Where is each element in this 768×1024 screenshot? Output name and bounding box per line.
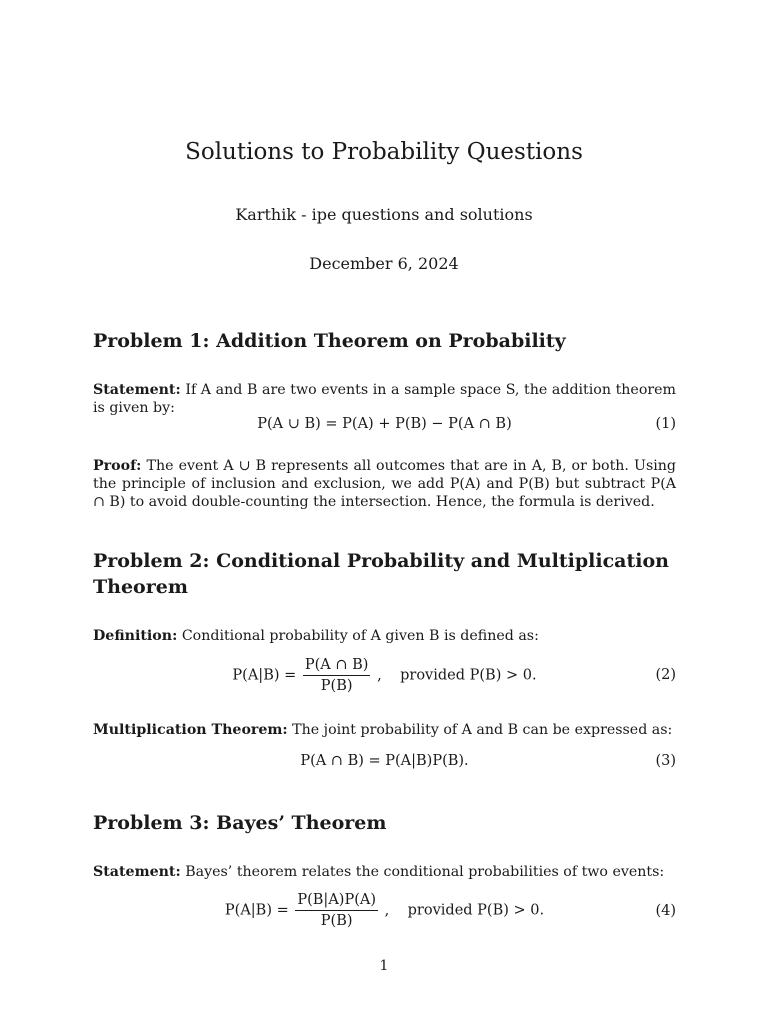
equation-1-body: P(A ∪ B) = P(A) + P(B) − P(A ∩ B) xyxy=(257,416,512,432)
equation-4 xyxy=(93,891,676,933)
proof-paragraph xyxy=(93,457,676,511)
section-heading-problem-2: Problem 2: Conditional Probability and Multiplication Theorem xyxy=(93,550,669,598)
statement-label: Statement: xyxy=(93,382,181,398)
page-number: 1 xyxy=(379,958,389,974)
equation-4-fraction xyxy=(295,891,378,930)
section-heading-problem-1: Problem 1: Addition Theorem on Probability xyxy=(93,330,566,352)
multiplication-text: The joint probability of A and B can be expressed as: xyxy=(292,722,673,738)
equation-1 xyxy=(93,416,676,436)
equation-2 xyxy=(93,656,676,698)
document-title: Solutions to Probability Questions xyxy=(185,139,583,165)
definition-label: Definition: xyxy=(93,628,178,644)
equation-2-lhs: P(A|B) = xyxy=(232,667,297,684)
statement-paragraph-1 xyxy=(93,381,676,417)
equation-4-denominator: P(B) xyxy=(320,913,353,929)
equation-3 xyxy=(93,753,676,773)
equation-1-number: (1) xyxy=(655,416,676,432)
equation-3-body: P(A ∩ B) = P(A|B)P(B). xyxy=(300,753,469,769)
equation-2-rhs: , provided P(B) > 0. xyxy=(377,667,537,684)
document-date: December 6, 2024 xyxy=(309,254,459,273)
multiplication-paragraph xyxy=(93,721,676,739)
equation-2-numerator: P(A ∩ B) xyxy=(303,656,371,676)
equation-2-fraction xyxy=(303,656,371,695)
section-heading-problem-3: Problem 3: Bayes’ Theorem xyxy=(93,812,387,834)
equation-2-denominator: P(B) xyxy=(320,678,353,694)
equation-4-numerator: P(B|A)P(A) xyxy=(295,891,378,911)
statement-text: If A and B are two events in a sample space S, the addition theorem is given by: xyxy=(93,382,676,416)
bayes-statement-paragraph xyxy=(93,863,676,881)
proof-text: The event A ∪ B represents all outcomes that are in A, B, or both. Using the principle of inclusion and exclusion, we add P(A) and P(B) but subtract P(A ∩ B) to avoid double-counting the intersection. Hence, the formula is derived. xyxy=(93,458,677,510)
bayes-statement-text: Bayes’ theorem relates the conditional probabilities of two events: xyxy=(185,864,665,880)
equation-4-number: (4) xyxy=(655,903,676,919)
equation-3-number: (3) xyxy=(655,753,676,769)
equation-4-rhs: , provided P(B) > 0. xyxy=(384,902,545,919)
equation-4-lhs: P(A|B) = xyxy=(224,902,289,919)
multiplication-label: Multiplication Theorem: xyxy=(93,722,288,738)
definition-paragraph xyxy=(93,627,676,645)
equation-2-number: (2) xyxy=(655,667,676,683)
proof-label: Proof: xyxy=(93,458,142,474)
bayes-statement-label: Statement: xyxy=(93,864,181,880)
document-author: Karthik - ipe questions and solutions xyxy=(235,205,533,224)
definition-text: Conditional probability of A given B is defined as: xyxy=(181,628,539,644)
